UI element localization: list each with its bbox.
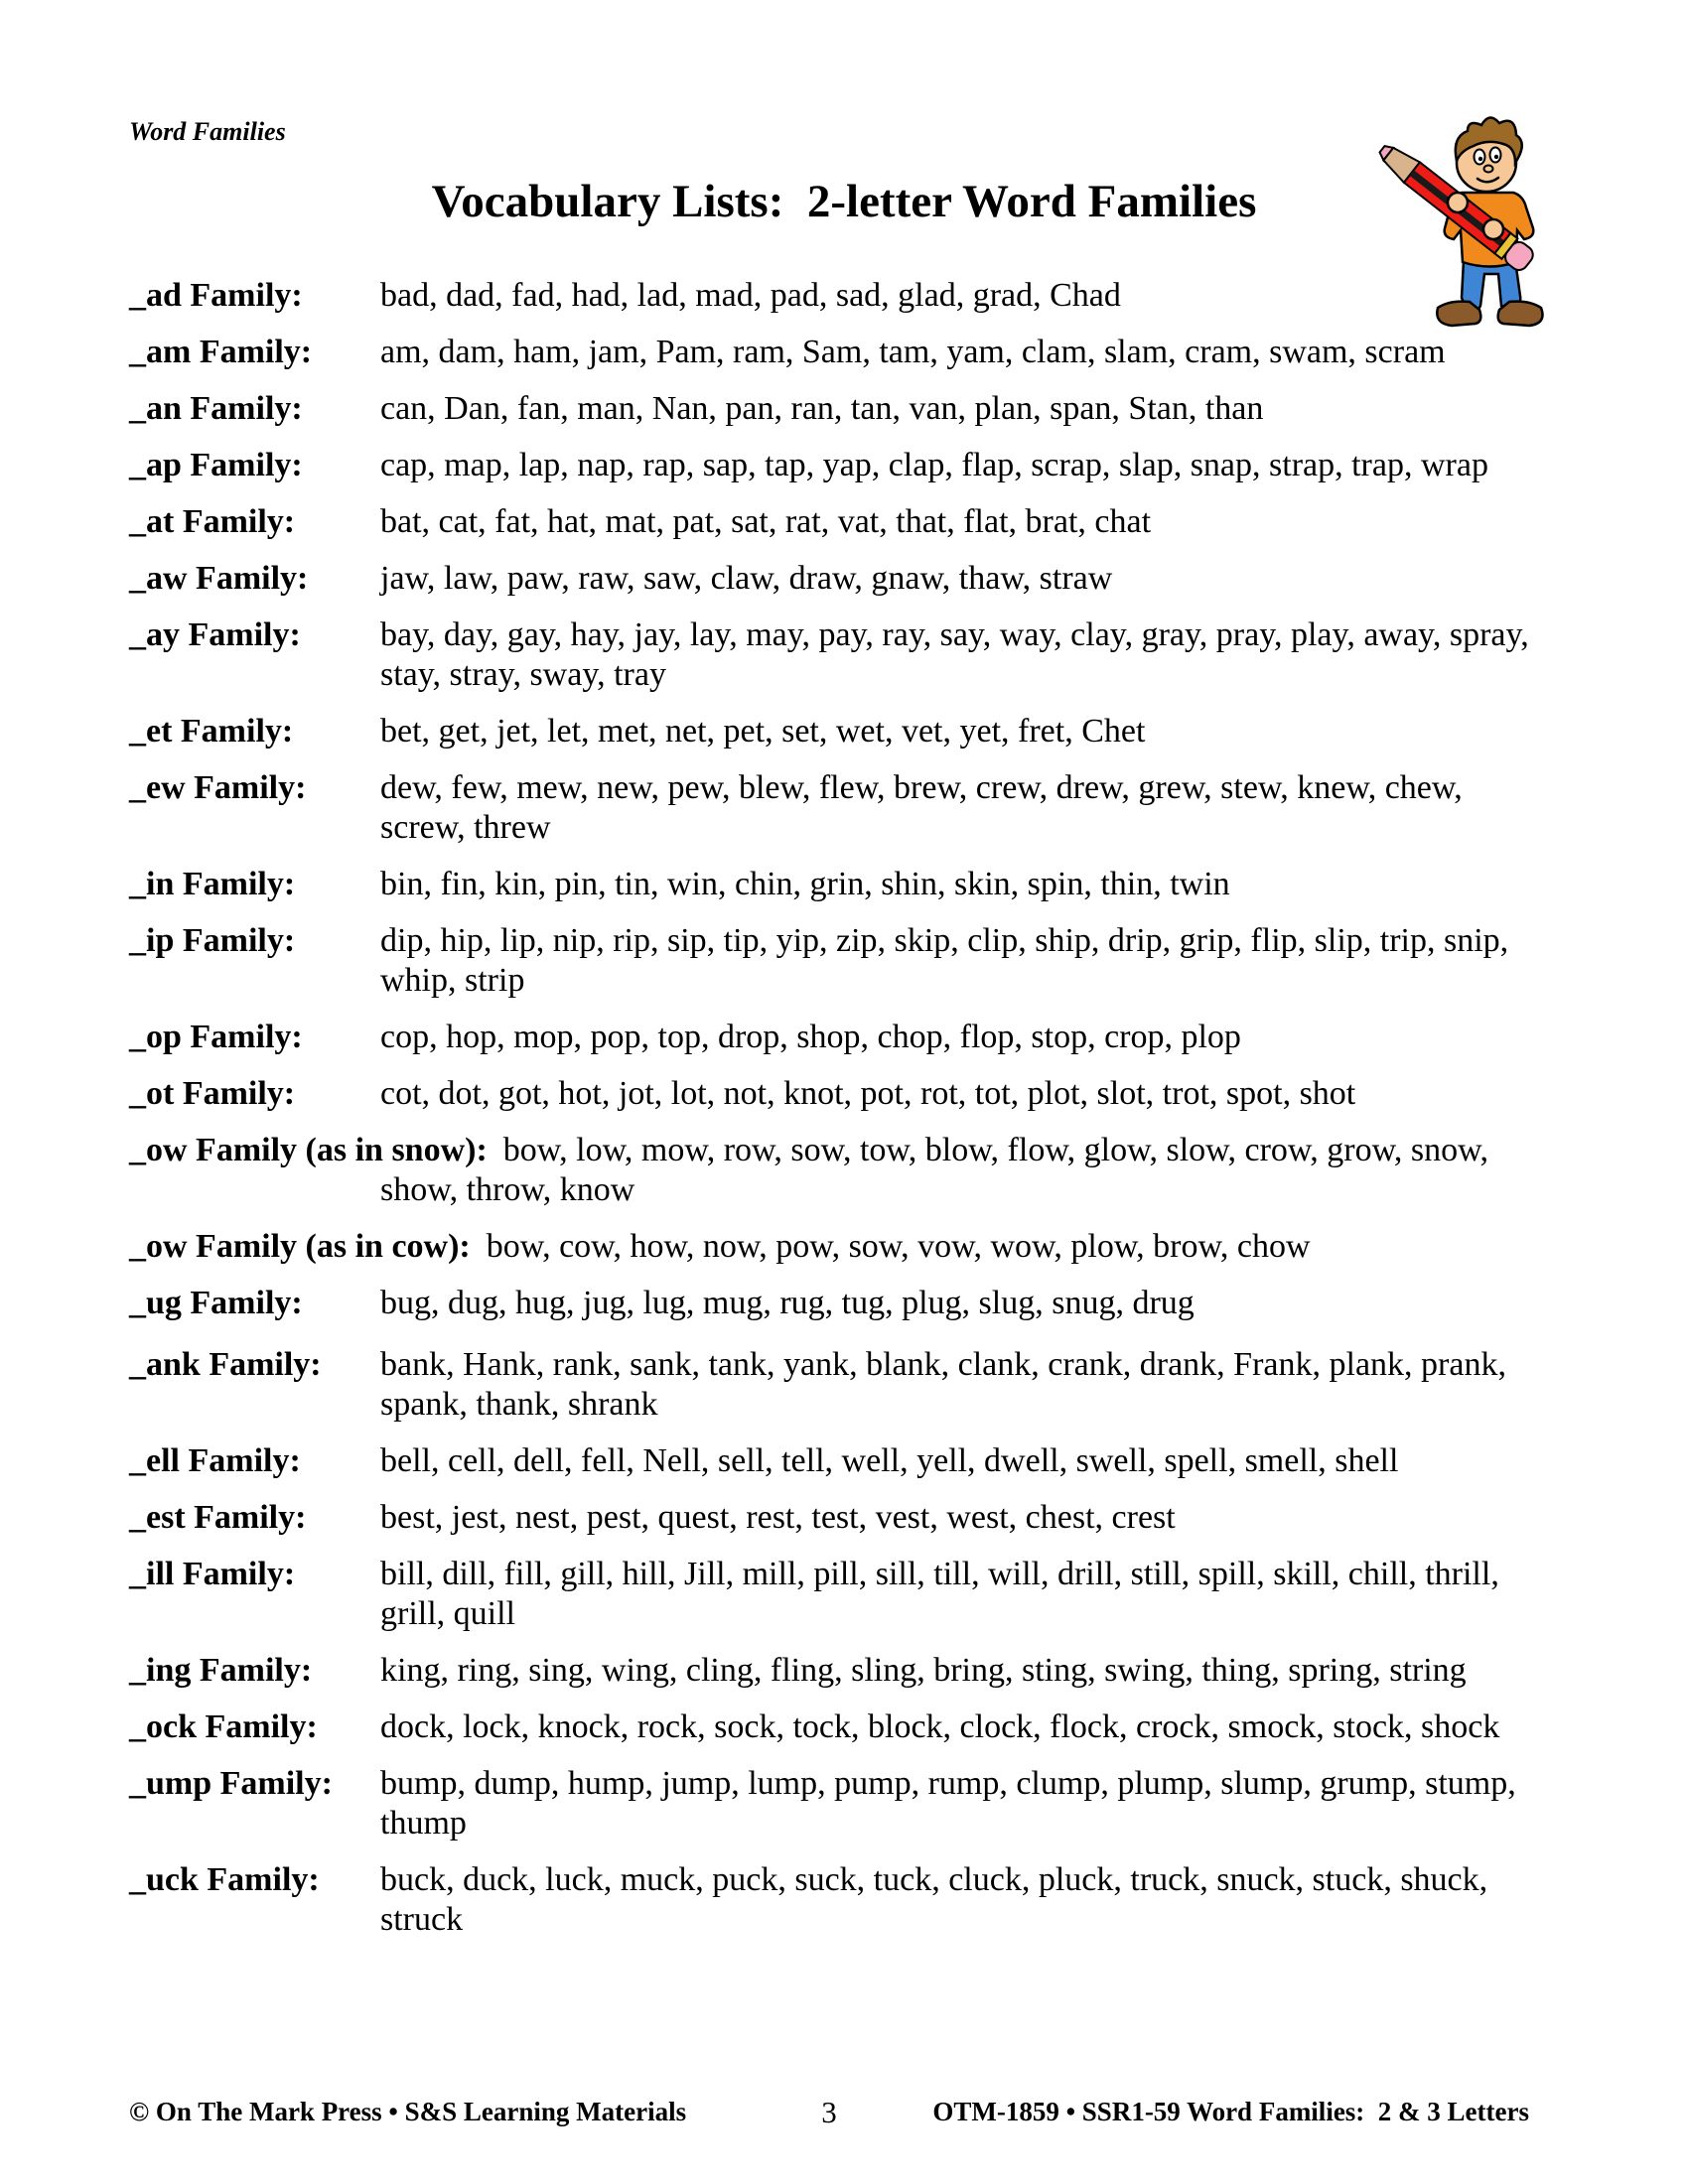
word-family-row bbox=[129, 615, 1539, 695]
word-family-row bbox=[129, 1284, 1539, 1323]
word-family-words: dock, lock, knock, rock, sock, tock, block, clock, flock, crock, smock, stock, shock bbox=[380, 1708, 1500, 1745]
word-family-row bbox=[129, 712, 1539, 751]
word-family-row bbox=[129, 446, 1539, 485]
word-family-words: dew, few, mew, new, pew, blew, flew, brew, crew, drew, grew, stew, knew, chew, screw, threw bbox=[380, 769, 1463, 846]
word-family-words: bank, Hank, rank, sank, tank, yank, blank, clank, crank, drank, Frank, plank, prank, spank, thank, shrank bbox=[380, 1346, 1506, 1423]
word-family-label: _ock Family: bbox=[129, 1708, 318, 1745]
footer-page-number: 3 bbox=[821, 2095, 837, 2129]
word-family-row bbox=[129, 1555, 1539, 1634]
word-family-label: _an Family: bbox=[129, 390, 303, 427]
word-family-words: bow, low, mow, row, sow, tow, blow, flow, glow, slow, crow, grow, snow, show, throw, know bbox=[380, 1132, 1488, 1208]
word-family-words: cot, dot, got, hot, jot, lot, not, knot, pot, rot, tot, plot, slot, trot, spot, shot bbox=[380, 1075, 1356, 1112]
word-family-words: dip, hip, lip, nip, rip, sip, tip, yip, zip, skip, clip, ship, drip, grip, flip, slip, trip, snip, whip, strip bbox=[380, 922, 1509, 999]
word-family-row bbox=[129, 389, 1539, 429]
word-family-label: _in Family: bbox=[129, 866, 296, 902]
word-family-label: _ew Family: bbox=[129, 769, 307, 806]
word-family-row bbox=[129, 333, 1539, 372]
word-family-label: _ad Family: bbox=[129, 277, 303, 314]
word-family-label: _ot Family: bbox=[129, 1075, 296, 1112]
word-family-row bbox=[129, 865, 1539, 904]
word-family-row bbox=[129, 1074, 1539, 1114]
word-family-words: buck, duck, luck, muck, puck, suck, tuck, cluck, pluck, truck, snuck, stuck, shuck, struck bbox=[380, 1861, 1488, 1938]
word-family-words: am, dam, ham, jam, Pam, ram, Sam, tam, yam, clam, slam, cram, swam, scram bbox=[380, 334, 1446, 370]
word-family-label: _ip Family: bbox=[129, 922, 296, 959]
word-family-row bbox=[129, 1131, 1539, 1210]
word-family-words: bump, dump, hump, jump, lump, pump, rump, clump, plump, slump, grump, stump, thump bbox=[380, 1765, 1516, 1842]
word-family-row bbox=[129, 1707, 1539, 1747]
word-family-words: bad, dad, fad, had, lad, mad, pad, sad, glad, grad, Chad bbox=[380, 277, 1121, 314]
word-family-words: bow, cow, how, now, pow, sow, vow, wow, plow, brow, chow bbox=[486, 1228, 1311, 1265]
word-family-row bbox=[129, 276, 1539, 316]
word-family-words: can, Dan, fan, man, Nan, pan, ran, tan, van, plan, span, Stan, than bbox=[380, 390, 1264, 427]
word-family-row bbox=[129, 1498, 1539, 1538]
word-family-words: bat, cat, fat, hat, mat, pat, sat, rat, vat, that, flat, brat, chat bbox=[380, 503, 1152, 540]
page-title: Vocabulary Lists: 2-letter Word Families bbox=[431, 176, 1257, 227]
word-family-words: bug, dug, hug, jug, lug, mug, rug, tug, plug, slug, snug, drug bbox=[380, 1285, 1195, 1321]
word-family-label: _ill Family: bbox=[129, 1556, 296, 1592]
word-family-row bbox=[129, 502, 1539, 542]
word-family-row bbox=[129, 1018, 1539, 1057]
word-family-label: _ow Family (as in snow): bbox=[129, 1132, 488, 1168]
word-family-row bbox=[129, 1764, 1539, 1843]
word-family-label: _ank Family: bbox=[129, 1346, 322, 1383]
page-footer bbox=[129, 2097, 1529, 2136]
word-family-label: _am Family: bbox=[129, 334, 313, 370]
word-family-label: _est Family: bbox=[129, 1499, 307, 1536]
word-family-label: _op Family: bbox=[129, 1019, 303, 1055]
word-family-label: _ow Family (as in cow): bbox=[129, 1228, 471, 1265]
word-family-row bbox=[129, 1441, 1539, 1481]
word-family-row bbox=[129, 1860, 1539, 1940]
page-header-label: Word Families bbox=[129, 117, 286, 146]
word-family-words: bell, cell, dell, fell, Nell, sell, tell, well, yell, dwell, swell, spell, smell, shell bbox=[380, 1442, 1399, 1479]
word-family-words: bet, get, jet, let, met, net, pet, set, wet, vet, yet, fret, Chet bbox=[380, 713, 1146, 750]
word-family-words: cap, map, lap, nap, rap, sap, tap, yap, clap, flap, scrap, slap, snap, strap, trap, wrap bbox=[380, 447, 1488, 483]
footer-copyright: © On The Mark Press • S&S Learning Materials bbox=[129, 2097, 687, 2126]
word-family-words: bay, day, gay, hay, jay, lay, may, pay, ray, say, way, clay, gray, pray, play, away, spray, stay, stray, sway, tray bbox=[380, 616, 1529, 693]
word-family-row bbox=[129, 1227, 1539, 1267]
word-family-row bbox=[129, 1651, 1539, 1691]
word-family-list bbox=[129, 276, 1539, 1957]
word-family-row bbox=[129, 921, 1539, 1001]
word-family-label: _aw Family: bbox=[129, 560, 309, 597]
word-family-label: _ell Family: bbox=[129, 1442, 301, 1479]
word-family-label: _et Family: bbox=[129, 713, 294, 750]
word-family-label: _ing Family: bbox=[129, 1652, 313, 1689]
word-family-label: _ump Family: bbox=[129, 1765, 333, 1802]
word-family-label: _uck Family: bbox=[129, 1861, 320, 1898]
word-family-label: _ug Family: bbox=[129, 1285, 303, 1321]
word-family-row bbox=[129, 1345, 1539, 1425]
word-family-words: bin, fin, kin, pin, tin, win, chin, grin, shin, skin, spin, thin, twin bbox=[380, 866, 1230, 902]
word-family-words: cop, hop, mop, pop, top, drop, shop, chop, flop, stop, crop, plop bbox=[380, 1019, 1241, 1055]
word-family-words: jaw, law, paw, raw, saw, claw, draw, gnaw, thaw, straw bbox=[380, 560, 1113, 597]
word-family-row bbox=[129, 768, 1539, 848]
word-family-words: bill, dill, fill, gill, hill, Jill, mill, pill, sill, till, will, drill, still, spill, skill, chill, thrill, grill, quill bbox=[380, 1556, 1499, 1632]
word-family-label: _ay Family: bbox=[129, 616, 301, 653]
word-family-words: king, ring, sing, wing, cling, fling, sling, bring, sting, swing, thing, spring, string bbox=[380, 1652, 1467, 1689]
footer-product-code: OTM-1859 • SSR1-59 Word Families: 2 & 3 Letters bbox=[932, 2097, 1529, 2126]
word-family-row bbox=[129, 559, 1539, 599]
word-family-label: _ap Family: bbox=[129, 447, 303, 483]
word-family-label: _at Family: bbox=[129, 503, 296, 540]
word-family-words: best, jest, nest, pest, quest, rest, test, vest, west, chest, crest bbox=[380, 1499, 1176, 1536]
